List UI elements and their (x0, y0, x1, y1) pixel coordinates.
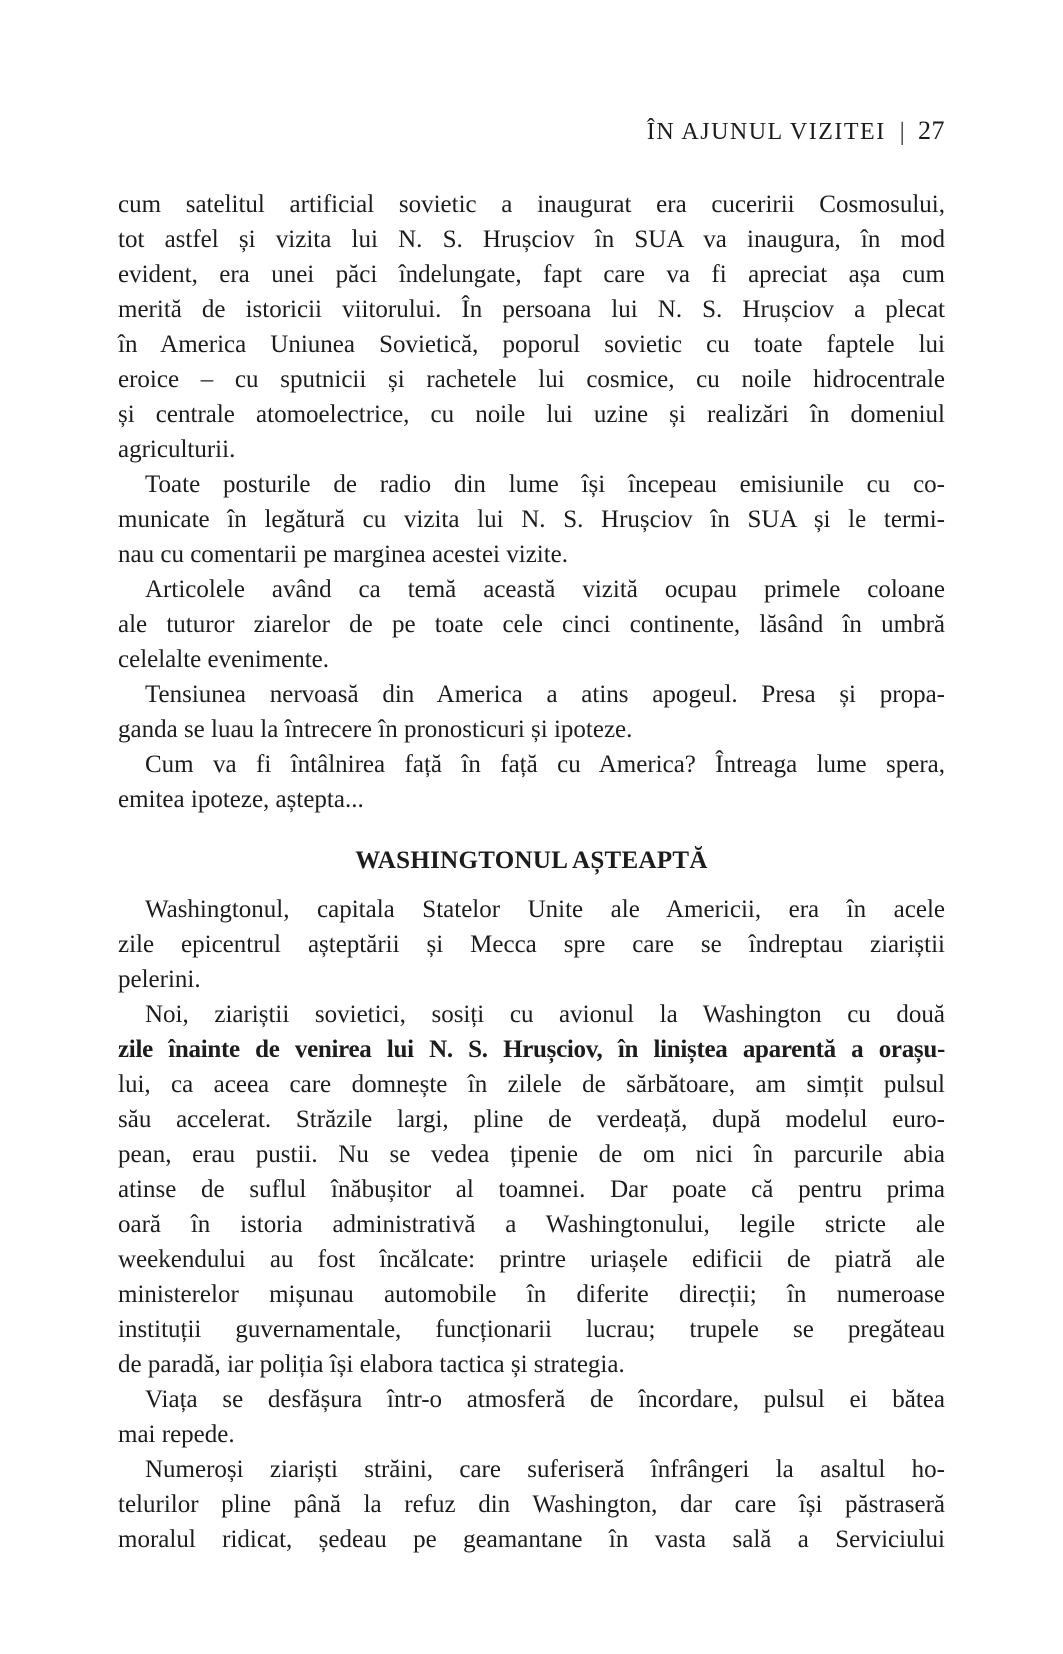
text-line: și centrale atomoelectrice, cu noile lui uzine și realizări în domeniul (118, 401, 945, 428)
text-line: eroice – cu sputnicii și rachetele lui cosmice, cu noile hidrocentrale (118, 366, 945, 393)
running-header (118, 116, 945, 147)
text-line: nau cu comentarii pe marginea acestei vizite. (118, 541, 569, 568)
paragraph (118, 892, 945, 997)
text-line: lui, ca aceea care domnește în zilele de sărbătoare, am simțit pulsul (118, 1071, 945, 1098)
header-separator: | (899, 118, 906, 146)
text-line: Articolele având ca temă această vizită ocupau primele coloane (145, 576, 945, 603)
text-line: Noi, ziariștii sovietici, sosiți cu avionul la Washington cu două (145, 1001, 945, 1028)
paragraph (118, 187, 945, 467)
text-line: Washingtonul, capitala Statelor Unite ale Americii, era în acele (145, 896, 945, 923)
text-line: municate în legătură cu vizita lui N. S. Hrușciov în SUA și le termi- (118, 506, 945, 533)
text-line: oară în istoria administrativă a Washingtonului, legile stricte ale (118, 1211, 945, 1238)
page-body (118, 187, 945, 1557)
text-line: merită de istoricii viitorului. În persoana lui N. S. Hrușciov a plecat (118, 296, 945, 323)
text-line: mai repede. (118, 1421, 235, 1448)
text-line: Viața se desfășura într-o atmosferă de încordare, pulsul ei bătea (145, 1386, 945, 1413)
text-line: Tensiunea nervoasă din America a atins apogeul. Presa și propa- (145, 681, 945, 708)
text-line: de paradă, iar poliția își elabora tactica și strategia. (118, 1351, 625, 1378)
text-line: ale tuturor ziarelor de pe toate cele cinci continente, lăsând în umbră (118, 611, 945, 638)
text-line: weekendului au fost încălcate: printre uriașele edificii de piatră ale (118, 1246, 945, 1273)
text-line: Toate posturile de radio din lume își începeau emisiunile cu co- (145, 471, 945, 498)
text-line: atinse de suflul înăbușitor al toamnei. Dar poate că pentru prima (118, 1176, 945, 1203)
text-line: Cum va fi întâlnirea față în față cu America? Întreaga lume spera, (145, 751, 945, 778)
text-line: emitea ipoteze, aștepta... (118, 786, 364, 813)
text-line: zile înainte de venirea lui N. S. Hrușciov, în liniștea aparentă a orașu- (118, 1036, 945, 1063)
chapter-title: ÎN AJUNUL VIZITEI (646, 119, 886, 145)
text-line: celelalte evenimente. (118, 646, 329, 673)
text-line: telurilor pline până la refuz din Washington, dar care își păstraseră (118, 1491, 945, 1518)
paragraph (118, 747, 945, 817)
text-line: agriculturii. (118, 436, 236, 463)
text-line: moralul ridicat, ședeau pe geamantane în vasta sală a Serviciului (118, 1526, 945, 1553)
page-number: 27 (918, 116, 945, 145)
text-line: Numeroși ziariști străini, care suferiseră înfrângeri la asaltul ho- (145, 1456, 945, 1483)
text-line: ganda se luau la întrecere în pronosticuri și ipoteze. (118, 716, 633, 743)
paragraph (118, 1382, 945, 1452)
paragraph (118, 1452, 945, 1557)
text-line: său accelerat. Străzile largi, pline de verdeață, după modelul euro- (118, 1106, 945, 1133)
text-line: în America Uniunea Sovietică, poporul sovietic cu toate faptele lui (118, 331, 945, 358)
text-line: zile epicentrul așteptării și Mecca spre care se îndreptau ziariștii (118, 931, 945, 958)
text-line: instituții guvernamentale, funcționarii lucrau; trupele se pregăteau (118, 1316, 945, 1343)
text-line: cum satelitul artificial sovietic a inaugurat era cuceririi Cosmosului, (118, 191, 945, 218)
text-line: pean, erau pustii. Nu se vedea țipenie de om nici în parcurile abia (118, 1141, 945, 1168)
text-line: tot astfel și vizita lui N. S. Hrușciov în SUA va inaugura, în mod (118, 226, 945, 253)
section-heading: WASHINGTONUL AȘTEAPTĂ (355, 847, 708, 874)
text-line: pelerini. (118, 966, 201, 993)
paragraph (118, 572, 945, 677)
paragraph (118, 677, 945, 747)
paragraph (118, 997, 945, 1382)
text-line: ministerelor mișunau automobile în diferite direcții; în numeroase (118, 1281, 945, 1308)
text-line: evident, era unei păci îndelungate, fapt care va fi apreciat așa cum (118, 261, 945, 288)
paragraph (118, 467, 945, 572)
